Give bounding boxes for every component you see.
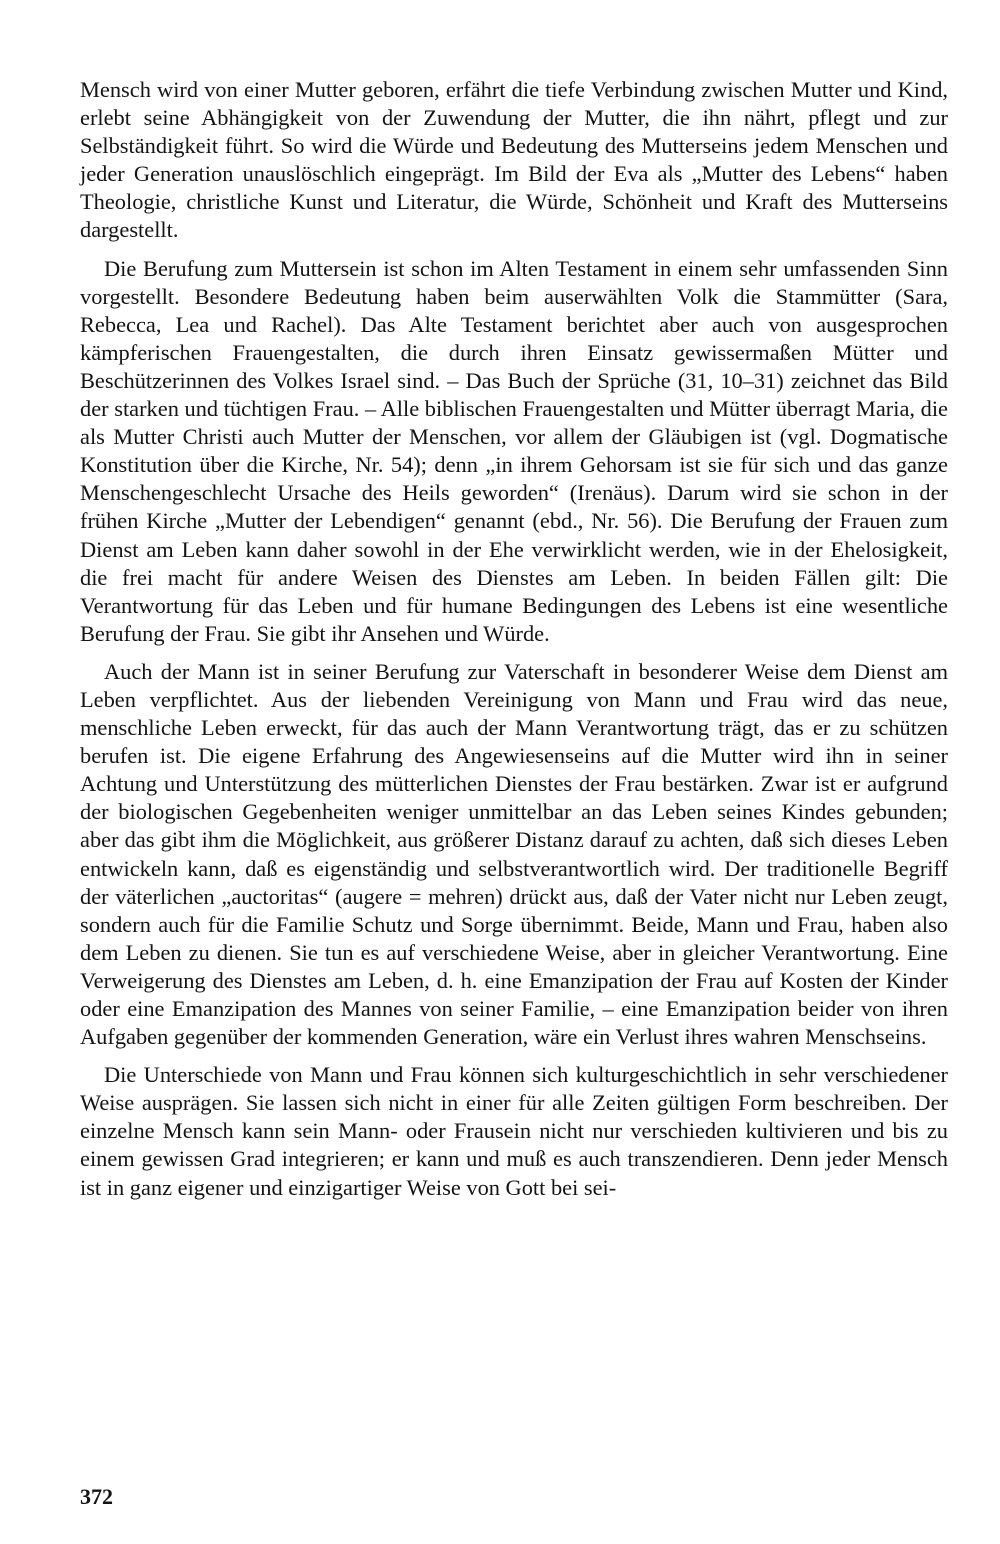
paragraph-3: Auch der Mann ist in seiner Berufung zur Vaterschaft in besonderer Weise dem Dienst am Leben verpflichtet. Aus der liebenden Vereinigung von Mann und Frau wird das neue, menschliche Leben erweckt, für das auch der Mann Verantwortung trägt, das er zu schützen berufen ist. Die eigene Erfahrung des Angewiesenseins auf die Mutter wird ihn in seiner Achtung und Unterstützung des mütterlichen Dienstes der Frau bestärken. Zwar ist er aufgrund der biologischen Gegebenheiten weniger unmittelbar an das Leben seines Kindes gebunden; aber das gibt ihm die Möglichkeit, aus größerer Distanz darauf zu achten, daß sich dieses Leben entwickeln kann, daß es eigenständig und selbstverantwortlich wird. Der traditionelle Begriff der väterlichen „auctoritas“ (augere = mehren) drückt aus, daß der Vater nicht nur Leben zeugt, sondern auch für die Familie Schutz und Sorge übernimmt. Beide, Mann und Frau, haben also dem Leben zu dienen. Sie tun es auf verschiedene Weise, aber in gleicher Verantwortung. Eine Verweigerung des Dienstes am Leben, d. h. eine Emanzipation der Frau auf Kosten der Kinder oder eine Emanzipation des Mannes von seiner Familie, – eine Emanzipation beider von ihren Aufgaben gegenüber der kommenden Generation, wäre ein Verlust ihres wahren Menschseins. — [80, 658, 948, 1050]
paragraph-2: Die Berufung zum Muttersein ist schon im Alten Testament in einem sehr umfassenden Sinn vorgestellt. Besondere Bedeutung haben beim auserwählten Volk die Stammütter (Sara, Rebecca, Lea und Rachel). Das Alte Testament berichtet aber auch von ausgesprochen kämpferischen Frauengestalten, die durch ihren Einsatz gewissermaßen Mütter und Beschützerinnen des Volkes Israel sind. – Das Buch der Sprüche (31, 10–31) zeichnet das Bild der starken und tüchtigen Frau. – Alle biblischen Frauengestalten und Mütter überragt Maria, die als Mutter Christi auch Mutter der Menschen, vor allem der Gläubigen ist (vgl. Dogmatische Konstitution über die Kirche, Nr. 54); denn „in ihrem Gehorsam ist sie für sich und das ganze Menschengeschlecht Ursache des Heils geworden“ (Irenäus). Darum wird sie schon in der frühen Kirche „Mutter der Lebendigen“ genannt (ebd., Nr. 56). Die Berufung der Frauen zum Dienst am Leben kann daher sowohl in der Ehe verwirklicht werden, wie in der Ehelosigkeit, die frei macht für andere Weisen des Dienstes am Leben. In beiden Fällen gilt: Die Verantwortung für das Leben und für humane Bedingungen des Lebens ist eine wesentliche Berufung der Frau. Sie gibt ihr Ansehen und Würde. — [80, 255, 948, 646]
paragraph-1: Mensch wird von einer Mutter geboren, erfährt die tiefe Verbindung zwischen Mutter und Kind, erlebt seine Abhängigkeit von der Zuwendung der Mutter, die ihn nährt, pflegt und zur Selbständigkeit führt. So wird die Würde und Bedeutung des Mutterseins jedem Menschen und jeder Generation unauslöschlich eingeprägt. Im Bild der Eva als „Mutter des Lebens“ haben Theologie, christliche Kunst und Literatur, die Würde, Schönheit und Kraft des Mutterseins dargestellt. — [80, 77, 948, 243]
page-number: 372 — [80, 1484, 113, 1509]
paragraph-4: Die Unterschiede von Mann und Frau können sich kulturgeschichtlich in sehr verschiedener Weise ausprägen. Sie lassen sich nicht in einer für alle Zeiten gültigen Form beschreiben. Der einzelne Mensch kann sein Mann- oder Frausein nicht nur verschieden kultivieren und bis zu einem gewissen Grad integrieren; er kann und muß es auch transzendieren. Denn jeder Mensch ist in ganz eigener und einzigartiger Weise von Gott bei sei- — [80, 1062, 948, 1200]
page-body — [80, 76, 948, 1202]
